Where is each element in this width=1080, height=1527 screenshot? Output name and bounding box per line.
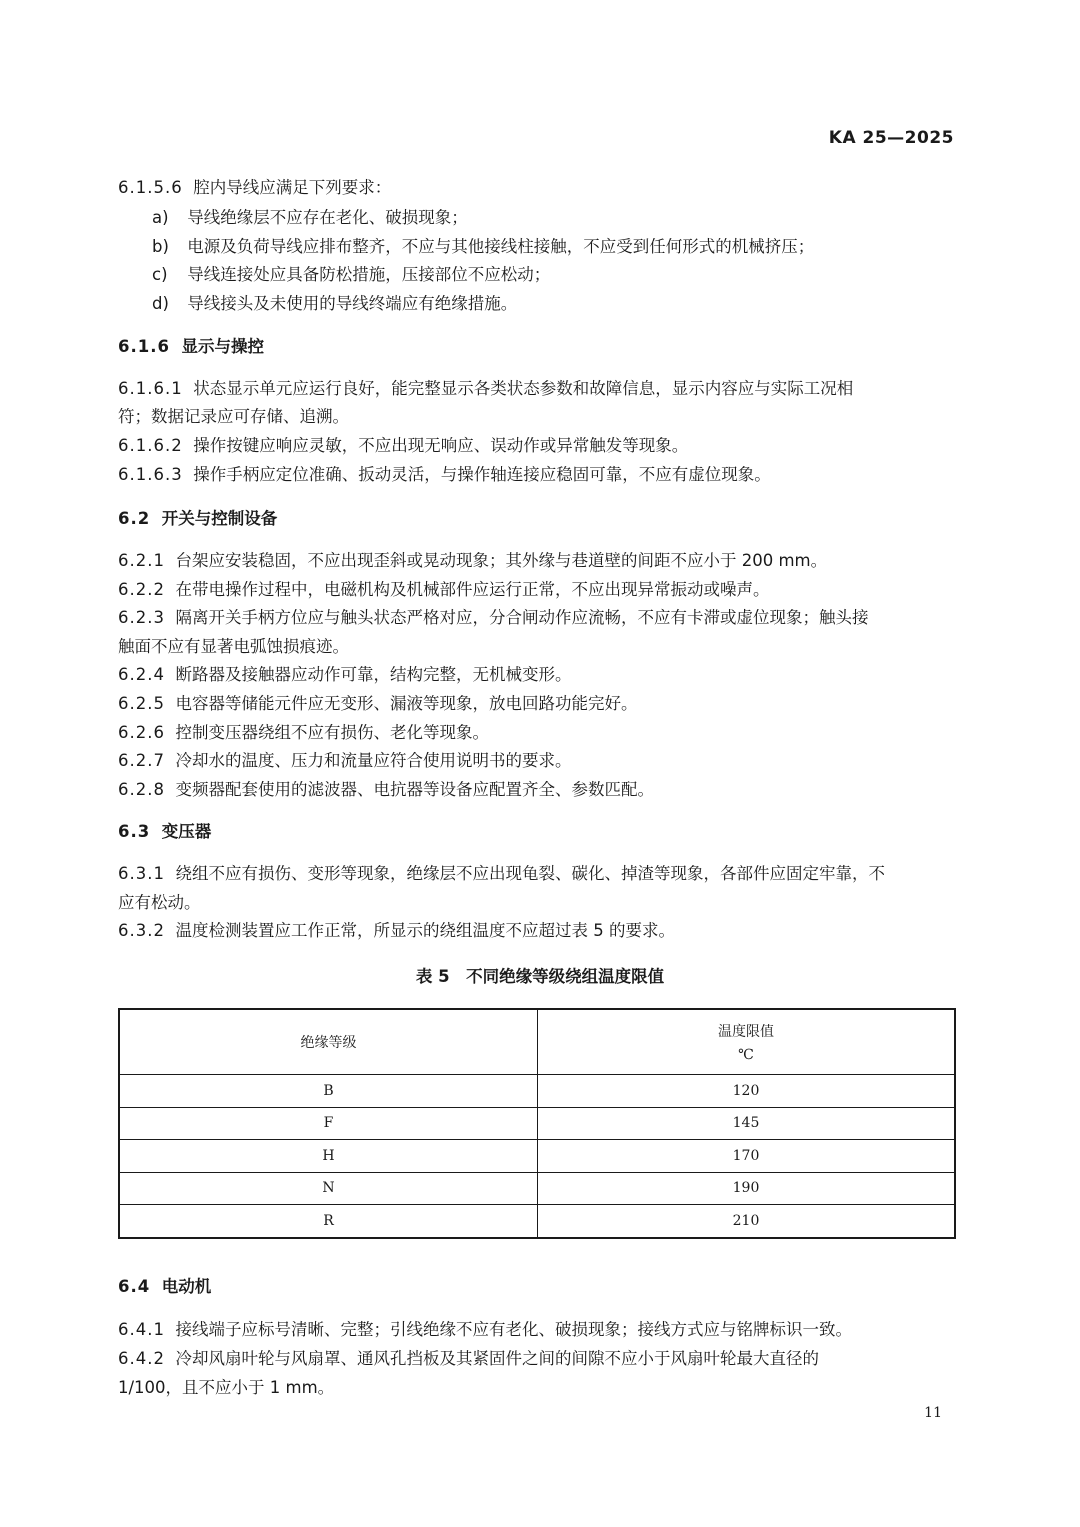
list-item-b <box>152 236 994 258</box>
clause-6-1-5-6 <box>118 177 960 199</box>
clause-number: 6.2.2 <box>118 580 165 599</box>
insulation-class-cell: N <box>119 1172 538 1205</box>
clause-6-1-6-3 <box>118 464 960 486</box>
clause-text: 接线端子应标号清晰、完整；引线绝缘不应有老化、破损现象；接线方式应与铭牌标识一致。 <box>175 1320 852 1339</box>
clause-6-4-2 <box>118 1348 960 1370</box>
section-title: 显示与操控 <box>181 337 264 356</box>
clause-number: 6.1.6.2 <box>118 436 183 455</box>
table-row <box>119 1107 955 1140</box>
section-title: 变压器 <box>161 822 212 841</box>
insulation-class-cell: B <box>119 1075 538 1108</box>
insulation-class-cell: H <box>119 1140 538 1173</box>
list-text: 电源及负荷导线应排布整齐，不应与其他接线柱接触，不应受到任何形式的机械挤压； <box>187 237 815 256</box>
clause-text: 隔离开关手柄方位应与触头状态严格对应，分合闸动作应流畅，不应有卡滞或虚位现象；触头接 <box>175 608 869 627</box>
clause-6-1-6-1 <box>118 378 960 400</box>
clause-number: 6.2.1 <box>118 551 165 570</box>
clause-6-2-2 <box>118 579 960 601</box>
clause-text: 绕组不应有损伤、变形等现象，绝缘层不应出现龟裂、碳化、掉渣等现象，各部件应固定牢靠，不 <box>175 864 885 883</box>
clause-continuation: 1/100，且不应小于 1 mm。 <box>118 1378 335 1397</box>
clause-6-2-3 <box>118 607 960 629</box>
clause-number: 6.4.1 <box>118 1320 165 1339</box>
table-row <box>119 1075 955 1108</box>
clause-6-2-1 <box>118 550 960 572</box>
list-label: b) <box>152 237 169 256</box>
clause-number: 6.1.6.3 <box>118 465 183 484</box>
clause-text: 冷却水的温度、压力和流量应符合使用说明书的要求。 <box>175 751 572 770</box>
clause-text: 状态显示单元应运行良好，能完整显示各类状态参数和故障信息，显示内容应与实际工况相 <box>193 379 854 398</box>
clause-number: 6.2.4 <box>118 665 165 684</box>
list-item-a <box>152 207 994 229</box>
clause-6-2-7 <box>118 750 960 772</box>
clause-6-1-6-2 <box>118 435 960 457</box>
header-insulation-class: 绝缘等级 <box>119 1009 538 1075</box>
header-temperature-label: 温度限值 <box>718 1024 774 1040</box>
clause-text: 在带电操作过程中，电磁机构及机械部件应运行正常，不应出现异常振动或噪声。 <box>175 580 770 599</box>
section-heading-6-3 <box>118 821 960 843</box>
clause-6-3-1 <box>118 863 960 885</box>
clause-number: 6.1.6.1 <box>118 379 183 398</box>
list-label: c) <box>152 265 168 284</box>
clause-text: 变频器配套使用的滤波器、电抗器等设备应配置齐全、参数匹配。 <box>175 780 654 799</box>
section-title: 电动机 <box>161 1277 212 1296</box>
section-heading-6-4 <box>118 1276 960 1298</box>
clause-text: 操作手柄应定位准确、扳动灵活，与操作轴连接应稳固可靠，不应有虚位现象。 <box>193 465 771 484</box>
list-label: a) <box>152 208 169 227</box>
section-number: 6.4 <box>118 1277 151 1296</box>
list-item-c <box>152 264 994 286</box>
clause-number: 6.2.5 <box>118 694 165 713</box>
list-item-d <box>152 293 994 315</box>
clause-text: 电容器等储能元件应无变形、漏液等现象，放电回路功能完好。 <box>175 694 638 713</box>
table-row <box>119 1205 955 1238</box>
clause-6-2-4 <box>118 664 960 686</box>
section-number: 6.2 <box>118 509 151 528</box>
clause-number: 6.2.8 <box>118 780 165 799</box>
table-title: 表 5 不同绝缘等级绕组温度限值 <box>415 967 665 986</box>
clause-number: 6.2.6 <box>118 723 165 742</box>
section-number: 6.3 <box>118 822 151 841</box>
clause-number: 6.1.5.6 <box>118 178 183 197</box>
insulation-class-cell: R <box>119 1205 538 1238</box>
section-heading-6-1-6 <box>118 336 960 358</box>
clause-6-2-6 <box>118 722 960 744</box>
clause-continuation: 应有松动。 <box>118 893 201 912</box>
clause-number: 6.2.7 <box>118 751 165 770</box>
clause-6-3-2 <box>118 920 960 942</box>
clause-text: 腔内导线应满足下列要求： <box>193 178 392 197</box>
list-text: 导线连接处应具备防松措施，压接部位不应松动； <box>187 265 551 284</box>
clause-text: 控制变压器绕组不应有损伤、老化等现象。 <box>175 723 489 742</box>
clause-number: 6.3.1 <box>118 864 165 883</box>
clause-6-2-8 <box>118 779 960 801</box>
clause-6-4-1 <box>118 1319 960 1341</box>
section-heading-6-2 <box>118 508 960 530</box>
table-header-row <box>119 1009 955 1075</box>
clause-number: 6.4.2 <box>118 1349 165 1368</box>
clause-text: 操作按键应响应灵敏，不应出现无响应、误动作或异常触发等现象。 <box>193 436 689 455</box>
clause-6-2-5 <box>118 693 960 715</box>
clause-text: 断路器及接触器应动作可靠，结构完整，无机械变形。 <box>175 665 572 684</box>
clause-continuation: 触面不应有显著电弧蚀损痕迹。 <box>118 637 349 656</box>
clause-text: 温度检测装置应工作正常，所显示的绕组温度不应超过表 5 的要求。 <box>175 921 675 940</box>
clause-number: 6.2.3 <box>118 608 165 627</box>
temperature-cell: 190 <box>538 1172 956 1205</box>
clause-text: 台架应安装稳固，不应出现歪斜或晃动现象；其外缘与巷道壁的间距不应小于 200 mm。 <box>175 551 828 570</box>
header-unit: ℃ <box>738 1047 754 1063</box>
list-text: 导线接头及未使用的导线终端应有绝缘措施。 <box>187 294 518 313</box>
header-temperature-limit <box>538 1009 956 1075</box>
temperature-cell: 170 <box>538 1140 956 1173</box>
clause-text: 冷却风扇叶轮与风扇罩、通风孔挡板及其紧固件之间的间隙不应小于风扇叶轮最大直径的 <box>175 1349 819 1368</box>
clause-continuation: 符；数据记录应可存储、追溯。 <box>118 407 349 426</box>
table-row <box>119 1140 955 1173</box>
section-number: 6.1.6 <box>118 337 170 356</box>
temperature-cell: 145 <box>538 1107 956 1140</box>
table-row <box>119 1172 955 1205</box>
insulation-class-cell: F <box>119 1107 538 1140</box>
temperature-cell: 210 <box>538 1205 956 1238</box>
list-label: d) <box>152 294 169 313</box>
page-number: 11 <box>924 1405 942 1421</box>
section-title: 开关与控制设备 <box>161 509 278 528</box>
document-id: KA 25—2025 <box>828 128 954 148</box>
clause-number: 6.3.2 <box>118 921 165 940</box>
temperature-limits-table <box>118 1008 956 1239</box>
list-text: 导线绝缘层不应存在老化、破损现象； <box>187 208 468 227</box>
temperature-cell: 120 <box>538 1075 956 1108</box>
